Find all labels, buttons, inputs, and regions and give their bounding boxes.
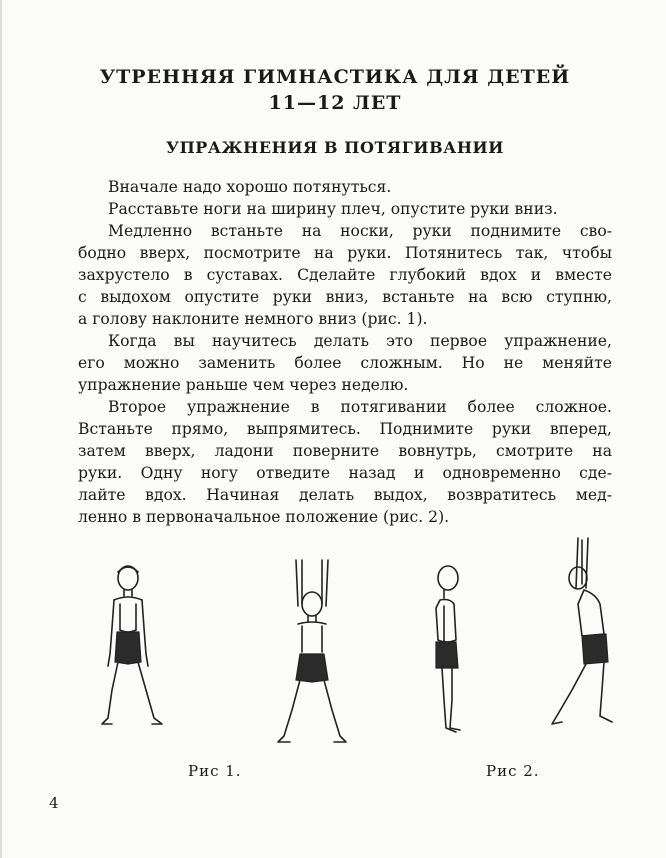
figure-boy-side-standing: [420, 560, 480, 740]
text-line: захрустело в суставах. Сделайте глубокий вдох и вместе: [78, 266, 612, 284]
text-line: Вначале надо хорошо потянуться.: [108, 178, 392, 196]
text-line: затем вверх, ладони поверните вовнутрь, смотрите на: [78, 442, 612, 460]
section-heading: УПРАЖНЕНИЯ В ПОТЯГИВАНИИ: [165, 138, 504, 157]
text-line: Когда вы научитесь делать это первое упражнение,: [108, 332, 612, 350]
text-line: упражнение раньше чем через неделю.: [78, 376, 409, 394]
text-line: Второе упражнение в потягивании более сложное.: [108, 398, 612, 416]
text-line: ленно в первоначальное положение (рис. 2).: [78, 508, 450, 526]
body-text: [78, 176, 612, 528]
figure-boy-stretch-leg-back: [546, 534, 626, 734]
text-line: с выдохом опустите руки вниз, встаньте на всю ступню,: [78, 288, 612, 306]
figure-boy-arms-up: [272, 556, 352, 748]
text-line: лайте вдох. Начиная делать выдох, возвратитесь мед-: [78, 486, 612, 504]
text-line: руки. Одну ногу отведите назад и одновременно сде-: [78, 464, 612, 482]
figure-caption-1: Рис 1.: [188, 762, 242, 780]
text-line: а голову наклоните немного вниз (рис. 1).: [78, 310, 428, 328]
page-number: 4: [49, 794, 59, 812]
text-line: Медленно встаньте на носки, руки поднимите сво-: [108, 222, 612, 240]
page-title-line1: УТРЕННЯЯ ГИМНАСТИКА ДЛЯ ДЕТЕЙ: [99, 66, 571, 88]
figure-caption-2: Рис 2.: [486, 762, 540, 780]
text-line: его можно заменить более сложным. Но не меняйте: [78, 354, 612, 372]
page-title-line2: 11—12 ЛЕТ: [268, 92, 402, 114]
text-line: Расставьте ноги на ширину плеч, опустите руки вниз.: [108, 200, 558, 218]
text-line: Встаньте прямо, выпрямитесь. Поднимите руки вперед,: [78, 420, 612, 438]
figure-boy-arms-down: [98, 558, 178, 730]
text-line: бодно вверх, посмотрите на руки. Потянитесь так, чтобы: [78, 244, 612, 262]
